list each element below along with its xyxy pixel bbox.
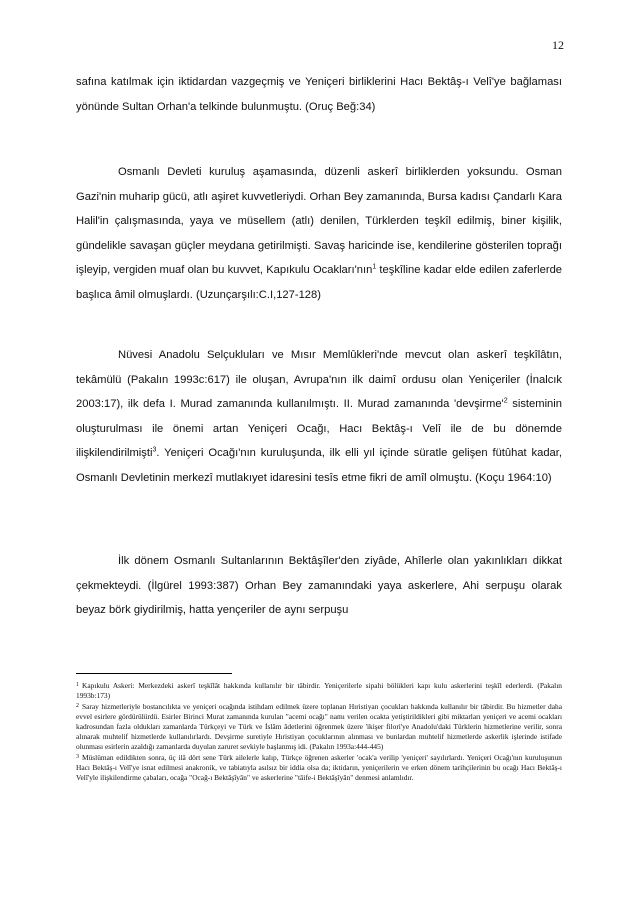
footnote-1-text: Kapıkulu Askeri: Merkezdeki askerî teşkîlât hakkında kullanılır bir tâbirdir. Yeniçerilerle sipahi bölükleri kapı kulu askerlerini teşkîl ederlerdi. (Pakalın 1993b:173)	[76, 681, 562, 700]
footnote-2-text: Saray hizmetleriyle bostancılıkta ve yeniçeri ocağında istihdam edilmek üzere toplanan Hıristiyan çocukları hakkında kullanılır bir tâbirdir. Bu hizmetler daha evvel esirlere gördürülürdü. Esirler Birinci Murat zamanında kurulan "acemi ocağı" namı verilen ocakta yetiştirildikleri gibi miktarları yeniçeri ve acemi ocakları kadrosundan fazla oldukları zamanlarda Türkçeyi ve Türk ve İslâm âdetlerini öğrenmek üzere 'ikişer filori'ye Anadolu'daki Türklerin hizmetlerine verilir, sonra alınarak muhtelif hizmetlerde kullanılırlardı. Devşirme suretiyle Hıristiyan çocuklarının alınması ve bunlardan muhtelif hizmetlerde askerlik işlerinde istifade olunması esirlerin azaldığı zamanlarda duyulan zaruret sevkiyle başlanmış idi. (Pakalın 1993a:444-445)	[76, 702, 562, 751]
paragraph-3-text-c: . Yeniçeri Ocağı'nın kuruluşunda, ilk elli yıl içinde süratle gelişen fütûhat kadar, Osmanlı Devletinin merkezî mutlakıyet idaresini tesîs etme fikri de amîl olmuştu. (Koçu 1964:10)	[76, 447, 562, 484]
footnote-3-mark: 3	[76, 754, 79, 760]
page-number: 12	[552, 38, 564, 52]
footnote-2	[76, 701, 562, 752]
paragraph-2-text-a: Osmanlı Devleti kuruluş aşamasında, düzenli askerî birliklerden yoksundu. Osman Gazi'nin muharip gücü, atlı aşiret kuvvetleriydi. Orhan Bey zamanında, Bursa kadısı Çandarlı Kara Halil'in çalışmasında, yaya ve müsellem (atlı) denilen, Türklerden teşkîl edilmiş, biner kişilik, gündelikle savaşan güçler meydana getirilmişti. Savaş haricinde ise, kendilerine gösterilen toprağı işleyip, vergiden muaf olan bu kuvvet, Kapıkulu Ocakları'nın	[76, 166, 562, 276]
footnote-1	[76, 680, 562, 701]
footnote-ref-3[interactable]: 3	[152, 446, 157, 454]
footnote-1-mark: 1	[76, 682, 79, 688]
paragraph-3-text-a: Nüvesi Anadolu Selçukluları ve Mısır Memlûkleri'nde mevcut olan askerî teşkîlâtın, tekâmülü (Pakalın 1993c:617) ile oluşan, Avrupa'nın ilk daimî ordusu olan Yeniçeriler (İnalcık 2003:17), ilk defa I. Murad zamanında kullanılmıştı. II. Murad zamanında 'devşirme'	[76, 349, 562, 410]
paragraph-4-text: İlk dönem Osmanlı Sultanlarının Bektâşîler'den ziyâde, Ahîlerle olan yakınlıkları dikkat çekmekteydi. (İlgürel 1993:387) Orhan Bey zamanındaki yaya askerlere, Ahi serpuşu olarak beyaz börk giydirilmiş, hatta yençeriler de aynı serpuşu	[76, 555, 562, 616]
paragraph-3	[76, 343, 562, 490]
footnote-divider	[76, 673, 232, 674]
footnote-ref-1[interactable]: 1	[372, 263, 377, 271]
paragraph-2	[76, 160, 562, 307]
paragraph-4	[76, 549, 562, 623]
footnote-3-text: Müslüman edildikten sonra, üç ilâ dört sene Türk ailelerle kalıp, Türkçe öğrenen askerler 'ocak'a verilip 'yeniçeri' sayılırlardı. Yeniçeri Ocağı'nın kuruluşunun Hacı Bektâş-ı Velî'ye isnat edilmesi anakronik, ve tabiatıyla asılsız bir iddia olsa da; iktidarın, yeniçerilerin ve erken dönem tarihçilerinin bu ocağı Hacı Bektâş-ı Velî'yle ilişkilendirme çabaları, ocağa "Ocağ-ı Bektâşîyân" ve askerlerine "tâife-i Bektâşîyân" denmesi anlamlıdır.	[76, 753, 562, 782]
paragraph-2-text-b: teşkîline kadar elde edilen zaferlerde başlıca âmil olmuşlardı. (Uzunçarşılı:C.I,127-128)	[76, 264, 563, 301]
paragraph-1-text: safına katılmak için iktidardan vazgeçmiş ve Yeniçeri birliklerini Hacı Bektâş-ı Velî'ye bağlaması yönünde Sultan Orhan'a telkinde bulunmuştu. (Oruç Beğ:34)	[76, 76, 562, 113]
paragraph-3-text-b: sisteminin oluşturulması ile önemi artan Yeniçeri Ocağı, Hacı Bektâş-ı Velî ile de bu dönemde ilişkilendirilmişti	[76, 398, 562, 459]
footnote-2-mark: 2	[76, 703, 79, 709]
footnotes-section	[76, 680, 562, 783]
paragraph-1	[76, 70, 562, 119]
footnote-ref-2[interactable]: 2	[503, 397, 508, 405]
footnote-3	[76, 752, 562, 783]
